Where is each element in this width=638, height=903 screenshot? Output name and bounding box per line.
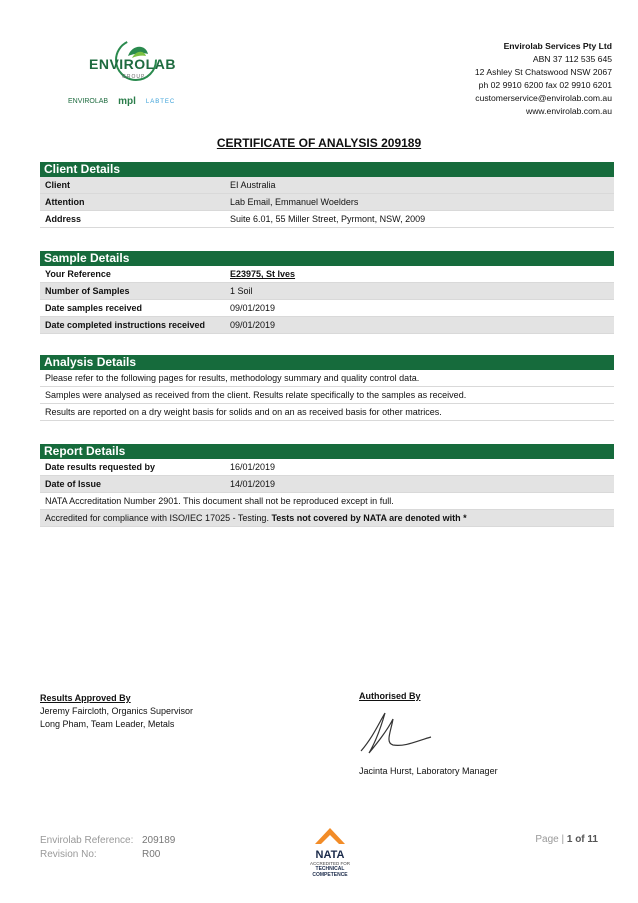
row-label: Attention bbox=[45, 197, 85, 207]
page-number bbox=[535, 834, 598, 845]
company-info bbox=[475, 40, 612, 118]
page-prefix: Page | bbox=[535, 834, 567, 845]
company-website[interactable]: www.envirolab.com.au bbox=[526, 106, 612, 116]
table-row bbox=[40, 211, 614, 228]
results-approved-block bbox=[40, 692, 193, 731]
envirolab-small-logo: ENVIROLAB bbox=[68, 98, 109, 105]
approver-name: Long Pham, Team Leader, Metals bbox=[40, 719, 175, 729]
accreditation-line bbox=[40, 510, 614, 527]
mpl-logo: mpl bbox=[118, 96, 136, 107]
row-value: EI Australia bbox=[230, 180, 276, 190]
nata-chevron-icon bbox=[313, 826, 347, 846]
table-row bbox=[40, 459, 614, 476]
authorised-heading: Authorised By bbox=[359, 691, 421, 701]
authoriser-name: Jacinta Hurst, Laboratory Manager bbox=[359, 766, 498, 776]
certificate-title: CERTIFICATE OF ANALYSIS 209189 bbox=[216, 136, 422, 150]
table-row bbox=[40, 283, 614, 300]
analysis-line: Please refer to the following pages for results, methodology summary and quality control data. bbox=[40, 370, 614, 387]
row-label: Date completed instructions received bbox=[45, 320, 206, 330]
approved-heading: Results Approved By bbox=[40, 693, 131, 703]
revision-value: R00 bbox=[142, 849, 161, 860]
revision-label: Revision No: bbox=[40, 849, 97, 860]
company-email[interactable]: customerservice@envirolab.com.au bbox=[475, 93, 612, 103]
row-value: 1 Soil bbox=[230, 286, 253, 296]
table-row bbox=[40, 317, 614, 334]
sample-details-section bbox=[40, 251, 614, 334]
labtec-logo: LABTEC bbox=[145, 98, 176, 105]
row-label: Date samples received bbox=[45, 303, 143, 313]
client-details-section bbox=[40, 162, 614, 228]
row-value: Suite 6.01, 55 Miller Street, Pyrmont, NSW, 2009 bbox=[230, 214, 426, 224]
row-label: Date results requested by bbox=[45, 462, 156, 472]
nata-logo bbox=[300, 826, 360, 896]
row-label: Your Reference bbox=[45, 269, 111, 279]
reference-value: 209189 bbox=[142, 835, 176, 846]
footer-reference bbox=[40, 834, 175, 862]
nata-accredited-for: ACCREDITED FOR bbox=[309, 861, 350, 866]
row-label: Date of Issue bbox=[45, 479, 102, 489]
analysis-line: Samples were analysed as received from the client. Results relate specifically to the samples as received. bbox=[40, 387, 614, 404]
row-label: Address bbox=[45, 214, 82, 224]
page-value: 1 of 11 bbox=[566, 834, 598, 845]
accreditation-note: Tests not covered by NATA are denoted with * bbox=[271, 513, 467, 523]
table-row bbox=[40, 266, 614, 283]
row-value: E23975, St Ives bbox=[230, 269, 296, 279]
row-label: Client bbox=[45, 180, 71, 190]
table-row bbox=[40, 194, 614, 211]
company-address: 12 Ashley St Chatswood NSW 2067 bbox=[474, 67, 612, 77]
company-name: Envirolab Services Pty Ltd bbox=[503, 41, 612, 51]
accreditation-prefix: Accredited for compliance with ISO/IEC 17025 - Testing. bbox=[45, 513, 272, 523]
logo-group: GROUP bbox=[122, 74, 146, 80]
table-row bbox=[40, 300, 614, 317]
analysis-line: Results are reported on a dry weight basis for solids and on an as received basis for other matrices. bbox=[40, 404, 614, 421]
nata-word: NATA bbox=[315, 849, 345, 861]
logo-title: ENVIROLAB bbox=[89, 56, 176, 72]
company-phone: ph 02 9910 6200 fax 02 9910 6201 bbox=[478, 80, 612, 90]
signature-image bbox=[355, 707, 445, 757]
section-heading: Report Details bbox=[40, 444, 614, 459]
reference-label: Envirolab Reference: bbox=[40, 835, 134, 846]
sub-logos bbox=[68, 96, 175, 107]
section-heading: Client Details bbox=[40, 162, 614, 177]
table-row bbox=[40, 177, 614, 194]
authorised-block bbox=[359, 690, 498, 778]
row-value: Lab Email, Emmanuel Woelders bbox=[230, 197, 359, 207]
approver-name: Jeremy Faircloth, Organics Supervisor bbox=[40, 706, 194, 716]
row-value: 09/01/2019 bbox=[230, 303, 276, 313]
section-heading: Sample Details bbox=[40, 251, 614, 266]
row-value: 16/01/2019 bbox=[230, 462, 276, 472]
nata-competence: COMPETENCE bbox=[312, 872, 348, 878]
nata-technical: TECHNICAL bbox=[315, 866, 345, 872]
row-label: Number of Samples bbox=[45, 286, 130, 296]
row-value: 09/01/2019 bbox=[230, 320, 276, 330]
analysis-details-section bbox=[40, 355, 614, 421]
table-row bbox=[40, 476, 614, 493]
company-abn: ABN 37 112 535 645 bbox=[532, 54, 612, 64]
row-value: 14/01/2019 bbox=[230, 479, 276, 489]
section-heading: Analysis Details bbox=[40, 355, 614, 370]
report-details-section bbox=[40, 444, 614, 527]
nata-accreditation-line: NATA Accreditation Number 2901. This document shall not be reproduced except in full. bbox=[40, 493, 614, 510]
